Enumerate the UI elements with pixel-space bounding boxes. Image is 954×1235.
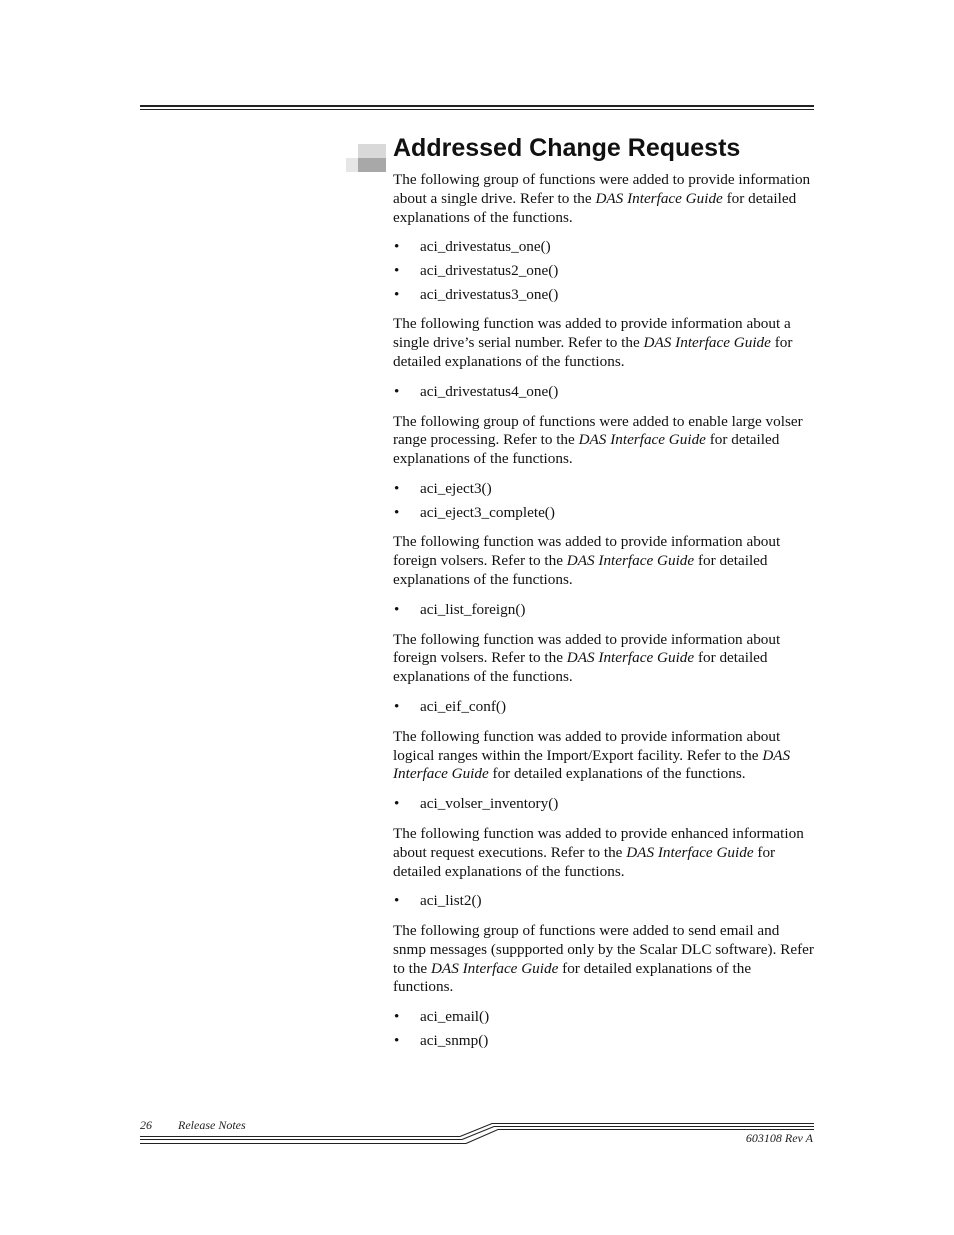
paragraph: The following function was added to provide information about foreign volsers. Refer to the DAS Interface Guide for detailed explanations of the functions. [393, 533, 781, 588]
footer-doc-title: Release Notes [178, 1118, 246, 1132]
paragraph: The following function was added to provide information about logical ranges within the Import/Export facility. Refer to the DAS Interface Guide for detailed explanations of the functions. [393, 727, 791, 783]
guide-reference: DAS Interface Guide [430, 959, 559, 977]
function-list [393, 383, 815, 402]
function-list [393, 480, 815, 522]
page-number: 26 [140, 1118, 152, 1132]
block-2 [393, 413, 815, 523]
block-4 [393, 631, 815, 717]
guide-reference: DAS Interface Guide [578, 431, 706, 449]
list-item: • aci_drivestatus3_one() [393, 286, 815, 305]
section-marker-icon [346, 144, 386, 172]
header-rule-thick [140, 105, 814, 107]
guide-reference: DAS Interface Guide [595, 189, 723, 207]
list-item: • aci_eif_conf() [393, 698, 815, 717]
block-6 [393, 825, 815, 911]
list-item: • aci_volser_inventory() [393, 795, 815, 814]
paragraph: The following function was added to provide information about foreign volsers. Refer to the DAS Interface Guide for detailed explanations of the functions. [393, 630, 781, 686]
guide-reference: DAS Interface Guide [626, 843, 754, 861]
list-item: • aci_list_foreign() [393, 601, 815, 620]
function-list [393, 601, 815, 620]
paragraph: The following group of functions were added to provide information about a single drive. Refer to the DAS Interface Guide for detailed explanations of the functions. [393, 171, 811, 226]
guide-reference: DAS Interface Guide [393, 746, 791, 783]
function-list [393, 1008, 815, 1050]
function-list [393, 698, 815, 717]
block-0 [393, 171, 815, 304]
block-5 [393, 728, 815, 814]
function-list [393, 892, 815, 911]
guide-reference: DAS Interface Guide [643, 334, 771, 352]
paragraph: The following function was added to provide enhanced information about request executions. Refer to the DAS Interface Guide for detailed explanations of the functions. [393, 824, 804, 880]
page-title: Addressed Change Requests [393, 134, 741, 162]
list-item: • aci_drivestatus4_one() [393, 383, 815, 402]
list-item: • aci_eject3() [393, 480, 815, 499]
paragraph: The following group of functions were added to enable large volser range processing. Refer to the DAS Interface Guide for detailed explanations of the functions. [393, 412, 803, 468]
list-item: • aci_list2() [393, 892, 815, 911]
paragraph: The following group of functions were added to send email and snmp messages (suppported only by the Scalar DLC software). Refer to the DAS Interface Guide for detailed explanations of the functions. [393, 922, 814, 996]
header-rule-thin [140, 109, 814, 110]
block-7 [393, 922, 815, 1051]
list-item: • aci_drivestatus2_one() [393, 262, 815, 281]
paragraph: The following function was added to provide information about a single drive’s serial number. Refer to the DAS Interface Guide for detailed explanations of the functions. [393, 315, 793, 370]
guide-reference: DAS Interface Guide [566, 649, 695, 667]
function-list [393, 238, 815, 304]
list-item: • aci_drivestatus_one() [393, 238, 815, 257]
list-item: • aci_eject3_complete() [393, 504, 815, 523]
list-item: • aci_snmp() [393, 1032, 815, 1051]
guide-reference: DAS Interface Guide [566, 552, 695, 570]
list-item: • aci_email() [393, 1008, 815, 1027]
function-list [393, 795, 815, 814]
block-1 [393, 315, 815, 401]
block-3 [393, 533, 815, 619]
body-content [393, 171, 815, 1062]
footer-left [140, 1118, 246, 1133]
footer-doc-number: 603108 Rev A [745, 1131, 813, 1145]
